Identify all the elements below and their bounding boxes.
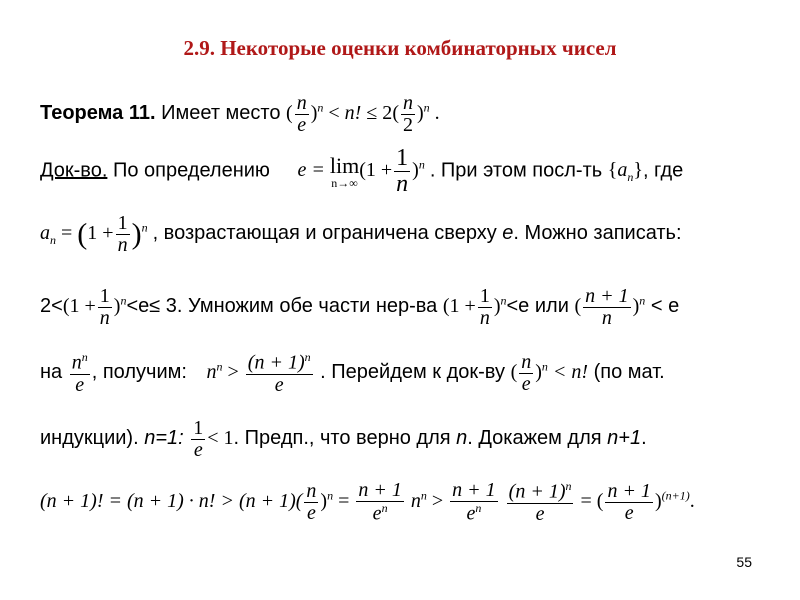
induction-np1: n+1 — [607, 427, 642, 450]
limit-formula: e = lim n→∞ (1 + $\frac{1}{n}$ )$^n$ — [297, 145, 425, 198]
inequality-formula-1: (1 + $\frac{1}{n}$ )$^n$ — [62, 285, 127, 329]
multiply-fraction: $\frac{n^n}{e}$ — [71, 350, 88, 396]
proof-line — [40, 146, 683, 197]
sequence-formula: $a_n = (1$ + $\frac{1}{n}$ )$^n$ — [40, 212, 148, 256]
induction-text-3: . Докажем для — [467, 427, 602, 450]
inequality-formula-2: (1 + $\frac{1}{n}$ )$^n$ — [442, 285, 507, 329]
proof-text-2: . При этом посл-ть — [429, 159, 603, 182]
inequality-text-3: < e — [650, 295, 680, 318]
inequality-line — [40, 286, 679, 329]
e-symbol: e — [502, 222, 514, 245]
page-number: 55 — [736, 554, 752, 570]
theorem-text: Имеет место — [161, 102, 281, 125]
multiply-line — [40, 351, 665, 396]
slide-title: 2.9. Некоторые оценки комбинаторных чисел — [183, 36, 617, 60]
induction-n: n — [456, 427, 468, 450]
multiply-text-1: , получим: — [91, 360, 187, 383]
induction-text-1: индукции). — [40, 427, 139, 450]
theorem-line — [40, 93, 440, 136]
induction-text-2: . Предп., что верно для — [233, 427, 451, 450]
multiply-text-na: на — [40, 360, 63, 383]
multiply-text-2: . Перейдем к док-ву — [320, 360, 505, 383]
result-formula: $n^n$ > $\frac{(n + 1)^n}{e}$ — [206, 350, 311, 396]
lower-bound-formula: ( $\frac{n}{e}$ )$^n$ < n! — [510, 350, 589, 395]
inequality-formula-3: ( $\frac{n + 1}{n}$ )$^n$ — [574, 285, 646, 329]
base-case-formula: $\frac{1}{e}$ < 1 — [193, 417, 234, 461]
proof-label: Док-во. — [40, 159, 108, 182]
inequality-start: 2< — [40, 295, 63, 318]
theorem-formula: ( $\frac{n}{e}$ )$^n$ < n! ≤ 2( $\frac{n}{2}$ )$^n$ . — [286, 92, 440, 136]
inequality-text-1: <e≤ 3. Умножим обе части нер-ва — [126, 295, 438, 318]
sequence-text-2: . Можно записать: — [513, 222, 682, 245]
sequence-text: , возрастающая и ограничена сверху — [152, 222, 497, 245]
induction-step-formula: (n + 1)! = (n + 1) · n! > (n + 1)( $\frac{n}{e}$ )$^n$ = $\frac{n + 1}{e^n}$ $n^n$ > $\frac{n + 1}{e^n}$ $\frac{(n + 1)^n}{e}$ = ( $\frac{n + 1}{e}$ )$^{(n+1)}$. — [40, 479, 695, 525]
induction-line: индукции). n=1: $\frac{1}{e}$ < 1. Предп., что верно для n. Докажем для n+1. — [40, 417, 647, 461]
sequence-symbol: $\{a_n\}$ — [607, 159, 643, 185]
base-case: n=1: — [144, 427, 184, 450]
proof-text-3: , где — [642, 159, 684, 182]
inequality-text-2: <e или — [506, 295, 569, 318]
theorem-label: Теорема 11. — [40, 102, 156, 125]
multiply-text-3: (по мат. — [593, 360, 665, 383]
sequence-line — [40, 213, 682, 256]
proof-text-1: По определению — [112, 159, 270, 182]
